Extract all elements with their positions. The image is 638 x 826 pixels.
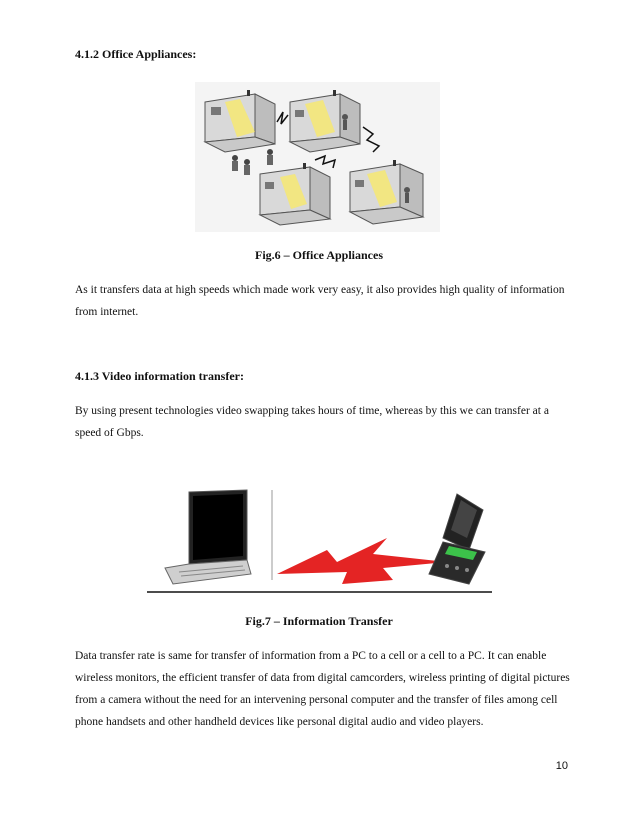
- figure-7-caption: Fig.7 – Information Transfer: [245, 614, 393, 628]
- section-heading-office-appliances: 4.1.2 Office Appliances:: [75, 47, 197, 61]
- paragraph-video-transfer: By using present technologies video swapping takes hours of time, whereas by this we can transfer at a speed of Gbps.: [75, 405, 549, 439]
- paragraph-office-appliances: As it transfers data at high speeds which made work very easy, it also provides high quality of information from internet.: [75, 284, 565, 318]
- page-number: 10: [555, 760, 568, 772]
- laptop-icon: [165, 490, 251, 584]
- information-transfer-figure: [147, 488, 492, 596]
- figure-6-caption: Fig.6 – Office Appliances: [255, 248, 383, 262]
- data-transfer-bolt-icon: [277, 538, 447, 584]
- section-heading-video-transfer: 4.1.3 Video information transfer:: [75, 369, 244, 383]
- paragraph-information-transfer: Data transfer rate is same for transfer of information from a PC to a cell or a cell to a PC. It can enable wireless monitors, the efficient transfer of data from digital camcorders, wireless printing of digital pictures from a camera without the need for an intervening personal computer and the transfer of files among cell phone handsets and other handheld devices like personal digital audio and video players.: [75, 650, 570, 728]
- cell-phone-icon: [429, 494, 485, 584]
- office-appliances-figure: [195, 82, 440, 232]
- office-room-3: [260, 163, 330, 225]
